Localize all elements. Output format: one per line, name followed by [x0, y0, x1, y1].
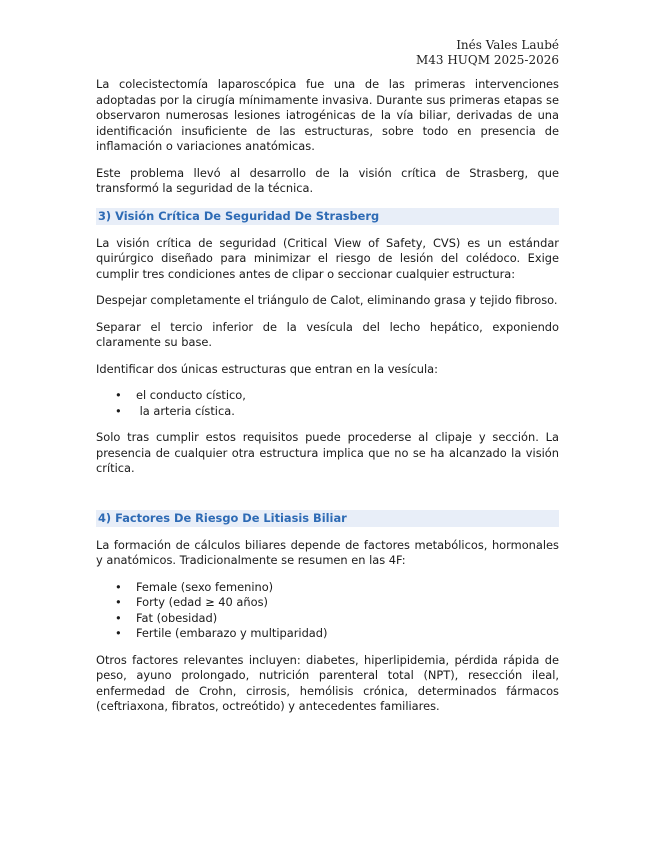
list-item: • Fertile (embarazo y multiparidad) [115, 626, 328, 640]
section-spacer [96, 488, 559, 510]
list-item: • el conducto cístico, [115, 388, 246, 402]
header-author: Inés Vales Laubé [456, 38, 559, 52]
cvs-conclusion-paragraph: Solo tras cumplir estos requisitos puede procederse al clipaje y sección. La presencia de cualquier otra estructura implica que no se ha alcanzado la visión crítica. [96, 430, 559, 475]
lithiasis-intro-paragraph: La formación de cálculos biliares depende de factores metabólicos, hormonales y anatómicos. Tradicionalmente se resumen en las 4F: [96, 537, 559, 567]
risk-factors-4f-list [96, 580, 559, 642]
document-body [96, 77, 559, 726]
bullet-icon: • [115, 388, 122, 402]
list-item: • Forty (edad ≥ 40 años) [115, 595, 268, 609]
bullet-icon: • [115, 626, 122, 640]
section-3-heading: 3) Visión Crítica De Seguridad De Strasberg [96, 208, 559, 225]
list-item: • Female (sexo femenino) [115, 579, 274, 594]
bullet-icon: • [115, 595, 122, 609]
section-4-heading: 4) Factores De Riesgo De Litiasis Biliar [96, 510, 559, 527]
other-risk-factors-paragraph: Otros factores relevantes incluyen: diabetes, hiperlipidemia, pérdida rápida de peso, ayuno prolongado, nutrición parenteral total (NPT), resección ileal, enfermedad de Crohn, cirrosis, hemólisis crónica, determinados fármacos (ceftriaxona, fibratos, octreótido) y antecedentes familiares. [96, 652, 559, 713]
page-header [416, 38, 559, 68]
cvs-condition-1: Despejar completamente el triángulo de Calot, eliminando grasa y tejido fibroso. [96, 293, 558, 307]
bullet-icon: • [115, 610, 122, 625]
list-item: • la arteria cística. [115, 403, 235, 418]
strasberg-intro-paragraph: Este problema llevó al desarrollo de la visión crítica de Strasberg, que transformó la seguridad de la técnica. [96, 165, 559, 195]
cvs-structures-list [96, 388, 559, 419]
header-course: M43 HUQM 2025-2026 [415, 53, 559, 67]
bullet-icon: • [115, 403, 122, 418]
cvs-definition-paragraph: La visión crítica de seguridad (Critical View of Safety, CVS) es un estándar quirúrgico diseñado para minimizar el riesgo de lesión del colédoco. Exige cumplir tres condiciones antes de clipar o seccionar cualquier estructura: [96, 235, 559, 281]
cvs-condition-2: Separar el tercio inferior de la vesícula del lecho hepático, exponiendo claramente su base. [96, 319, 559, 349]
intro-paragraph: La colecistectomía laparoscópica fue una de las primeras intervenciones adoptadas por la cirugía mínimamente invasiva. Durante sus primeras etapas se observaron numerosas lesiones iatrogénicas de la vía biliar, derivadas de una identificación insuficiente de las estructuras, sobre todo en presencia de inflamación o variaciones anatómicas. [96, 77, 559, 153]
bullet-icon: • [115, 579, 122, 594]
list-item: • Fat (obesidad) [115, 610, 218, 625]
cvs-condition-3: Identificar dos únicas estructuras que entran en la vesícula: [96, 361, 439, 376]
